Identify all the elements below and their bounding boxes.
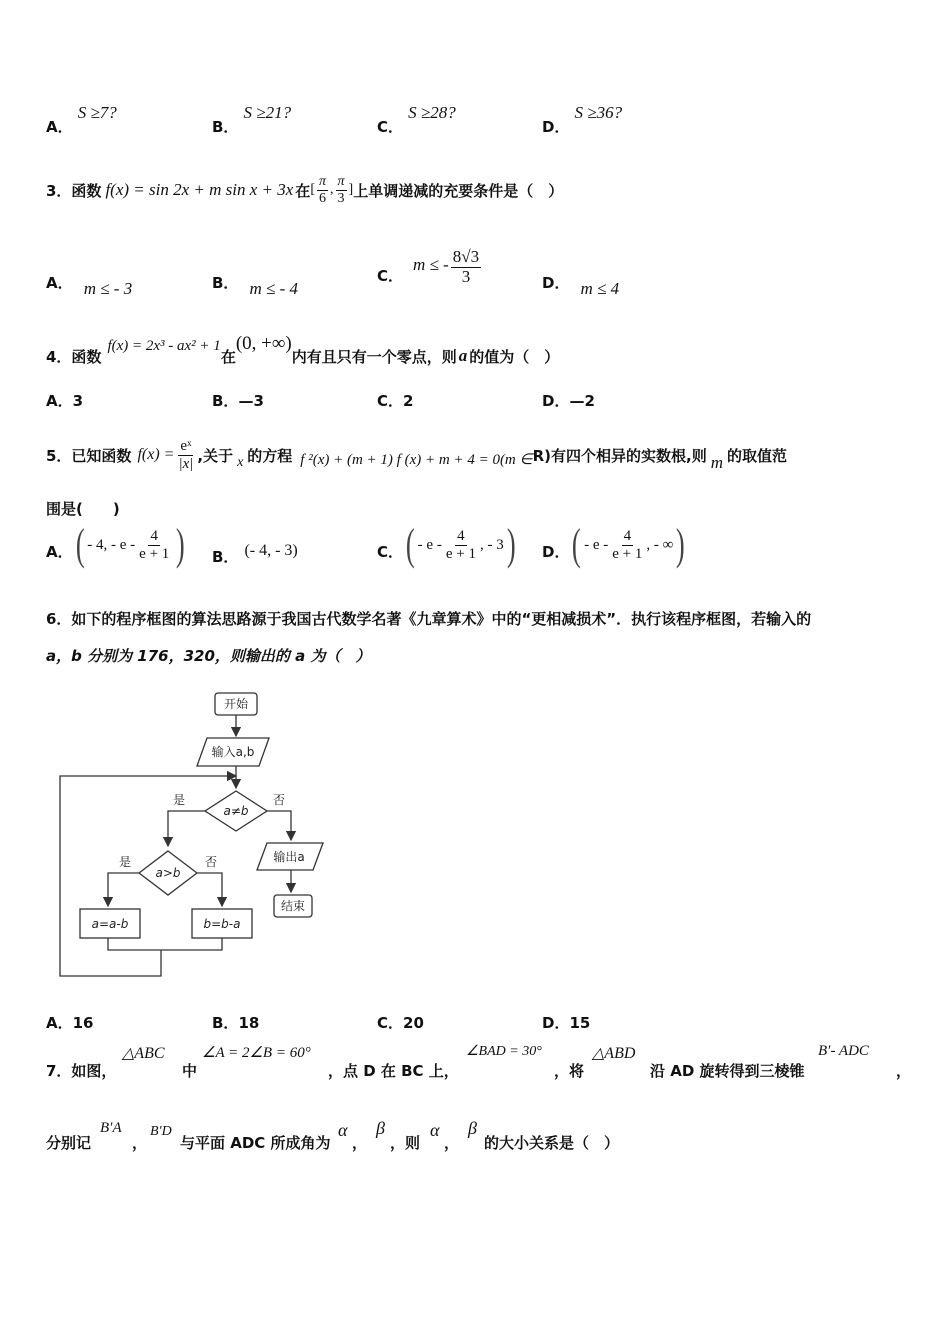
output-label: 输出a [273, 850, 305, 864]
q5-option-b [212, 540, 298, 566]
interval: [ $\frac{\pi}{6}$ , $\frac{\pi}{3}$ ] [310, 174, 354, 206]
option-expr: m ≤ 4 [580, 279, 620, 298]
start-label: 开始 [223, 697, 249, 711]
equation: f ²(x) + (m + 1) f (x) + m + 4 = 0(m ∈ [300, 451, 533, 468]
numerator: π [318, 174, 326, 190]
option-expr: m ≤ - [413, 255, 449, 275]
option-value: 18 [238, 1014, 260, 1032]
line-bd: B′D [150, 1124, 172, 1139]
function-lhs: f(x) = [137, 446, 175, 463]
fraction-pi-3 [336, 174, 347, 206]
pyramid: B′- ADC [818, 1043, 869, 1059]
condition-1-label: a≠b [223, 804, 249, 818]
question-number: 5．已知函数 [46, 446, 132, 465]
option-value: 2 [403, 392, 414, 410]
q6-option-d [542, 1012, 590, 1033]
denominator: 6 [318, 190, 326, 206]
triangle-abd: △ABD [592, 1045, 636, 1062]
option-label: D． [542, 392, 570, 410]
question-6-line1: 6．如下的程序框图的算法思路源于我国古代数学名著《九章算术》中的“更相减损术”．执行该程序框图，若输入的 [46, 610, 812, 628]
q4-option-d [542, 390, 595, 411]
bracket-left: ( [572, 520, 582, 569]
option-label: C． [377, 542, 404, 561]
text-zhong: 中 [182, 1062, 198, 1080]
beta: β [468, 1118, 477, 1138]
question-tail: 的值为（ ） [469, 347, 560, 366]
condition-2-label: a>b [155, 866, 181, 880]
fraction-ex-over-abs-x [176, 438, 195, 472]
rotation-text: 沿 AD 旋转得到三棱锥 [650, 1062, 805, 1080]
option-label: D． [542, 274, 570, 292]
question-3-stem [46, 170, 563, 210]
option-value: 15 [569, 1014, 591, 1032]
option-label: D． [542, 542, 570, 561]
option-label: A． [46, 118, 73, 136]
comma: ， [352, 1134, 368, 1152]
bracket-left: ( [75, 520, 85, 569]
question-7-line2 [46, 1118, 746, 1158]
bracket-right: ) [506, 520, 516, 569]
about-text: ,关于 [197, 446, 234, 465]
option-label: C． [377, 1014, 404, 1032]
fraction-8root3-over-3 [451, 248, 481, 286]
option-label: B． [212, 392, 239, 410]
q6-option-c [377, 1012, 424, 1033]
question-tail: 上单调递减的充要条件是（ ） [353, 181, 564, 200]
yes-1-label: 是 [172, 793, 186, 807]
q2-option-a [46, 103, 117, 136]
question-number: 4．函数 [46, 347, 102, 366]
q5-option-a [46, 520, 188, 570]
denominator: e + 1 [612, 545, 643, 562]
denominator: e + 1 [139, 545, 170, 562]
option-expr: m ≤ - 4 [249, 279, 299, 298]
q2-option-b [212, 103, 292, 136]
numerator: 4 [623, 528, 632, 544]
numerator: 4 [457, 528, 465, 544]
in-text: 在 [220, 347, 236, 366]
alpha: α [338, 1120, 348, 1140]
point-d-text: ，点 D 在 BC 上， [328, 1062, 459, 1080]
option-expr: m ≤ - 3 [83, 279, 133, 298]
question-tail: 的大小关系是（ ） [484, 1134, 620, 1152]
comma: ， [444, 1134, 460, 1152]
text-jiang: ，将 [554, 1062, 585, 1080]
q3-option-d [542, 272, 620, 298]
numerator: eˣ [180, 438, 192, 454]
q4-option-b [212, 390, 264, 411]
q3-option-a [46, 272, 133, 298]
question-tail: R)有四个相异的实数根,则 [532, 446, 707, 465]
q6-option-a [46, 1012, 93, 1033]
option-label: A． [46, 542, 73, 561]
option-expr: - 4, - e - [87, 536, 136, 553]
option-label: B． [212, 118, 239, 136]
beta: β [376, 1118, 385, 1138]
fraction [610, 528, 644, 562]
interval: (0, +∞) [235, 333, 292, 354]
question-number: 7．如图， [46, 1062, 117, 1080]
numerator: π [337, 174, 345, 190]
option-label: C． [377, 392, 404, 410]
option-expr: - e - [417, 536, 442, 553]
option-expr: , - ∞ [646, 536, 674, 553]
equation-label: 的方程 [247, 446, 293, 465]
option-label: B． [212, 548, 239, 566]
q4-option-a [46, 390, 83, 411]
question-7-line1 [46, 1040, 916, 1080]
option-label: A． [46, 392, 73, 410]
denominator: e + 1 [445, 545, 476, 562]
numerator: 4 [150, 528, 158, 544]
option-value: 3 [72, 392, 84, 410]
q6-option-b [212, 1012, 259, 1033]
angle-bad: ∠BAD = 30° [466, 1044, 542, 1059]
assign-b-label: b=b-a [203, 917, 241, 931]
comma: ， [896, 1062, 912, 1080]
option-label: A． [46, 274, 73, 292]
question-4-stem [46, 330, 559, 370]
bracket-right: ] [348, 182, 354, 197]
option-expr: (- 4, - 3) [244, 541, 298, 559]
option-label: D． [542, 118, 570, 136]
no-2-label: 否 [204, 855, 218, 869]
flowchart [55, 688, 335, 980]
option-label: B． [212, 274, 239, 292]
option-value: 20 [403, 1014, 424, 1032]
q3-option-c [377, 248, 483, 286]
numerator: 8√3 [452, 247, 480, 266]
option-expr: S ≥36? [574, 103, 623, 122]
function-expression: f(x) = sin 2x + m sin x + 3x [105, 180, 294, 199]
denominator: 3 [461, 266, 471, 286]
no-1-label: 否 [272, 793, 286, 807]
bracket-left: ( [405, 520, 415, 569]
function-expression: f(x) = 2x³ - ax² + 1 [107, 337, 221, 354]
option-label: C． [377, 266, 404, 285]
question-5-stem [46, 425, 787, 485]
option-value: 16 [72, 1014, 94, 1032]
alpha: α [430, 1120, 440, 1140]
denominator: |x| [178, 455, 194, 472]
text-ze: ，则 [390, 1134, 421, 1152]
option-expr: , - 3 [479, 536, 504, 553]
question-number: 3．函数 [46, 181, 102, 200]
end-label: 结束 [280, 899, 306, 913]
option-value: —2 [569, 392, 595, 410]
angle-condition: ∠A = 2∠B = 60° [202, 1045, 311, 1061]
variable-x: x [237, 455, 244, 470]
fraction [137, 528, 171, 562]
input-label: 输入a,b [211, 745, 255, 759]
question-6-line2: a，b 分别为 176，320，则输出的 a 为（ ） [46, 647, 371, 665]
triangle-abc: △ABC [122, 1045, 165, 1062]
q5-option-d [542, 520, 688, 570]
q4-option-c [377, 390, 413, 411]
option-label: B． [212, 1014, 239, 1032]
in-text: 在 [295, 181, 311, 200]
q2-option-c [377, 103, 456, 136]
variable-a: a [458, 346, 468, 365]
comma: ， [132, 1134, 148, 1152]
bracket-right: ) [676, 520, 686, 569]
q5-option-c [377, 520, 518, 570]
option-label: D． [542, 1014, 570, 1032]
question-5-line2: 围是( ) [46, 500, 120, 518]
fraction [444, 528, 478, 562]
option-value: —3 [238, 392, 264, 410]
line-ba: B′A [100, 1120, 122, 1136]
text-fenbie: 分别记 [46, 1134, 92, 1152]
option-label: C． [377, 118, 404, 136]
option-expr: S ≥7? [77, 103, 117, 122]
q2-option-d [542, 103, 623, 136]
yes-2-label: 是 [118, 855, 132, 869]
bracket-right: ) [176, 520, 186, 569]
q3-option-b [212, 272, 299, 298]
fraction-pi-6 [317, 174, 328, 206]
question-tail: 内有且只有一个零点，则 [291, 347, 457, 366]
denominator: 3 [337, 190, 345, 206]
assign-a-label: a=a-b [91, 917, 129, 931]
option-label: A． [46, 1014, 73, 1032]
bracket-left: [ [310, 182, 315, 197]
variable-m: m [710, 453, 723, 472]
option-expr: S ≥21? [243, 103, 292, 122]
option-expr: - e - [584, 536, 609, 553]
option-expr: S ≥28? [408, 103, 456, 122]
angle-text: 与平面 ADC 所成角为 [180, 1134, 331, 1152]
question-tail: 的取值范 [726, 446, 787, 465]
